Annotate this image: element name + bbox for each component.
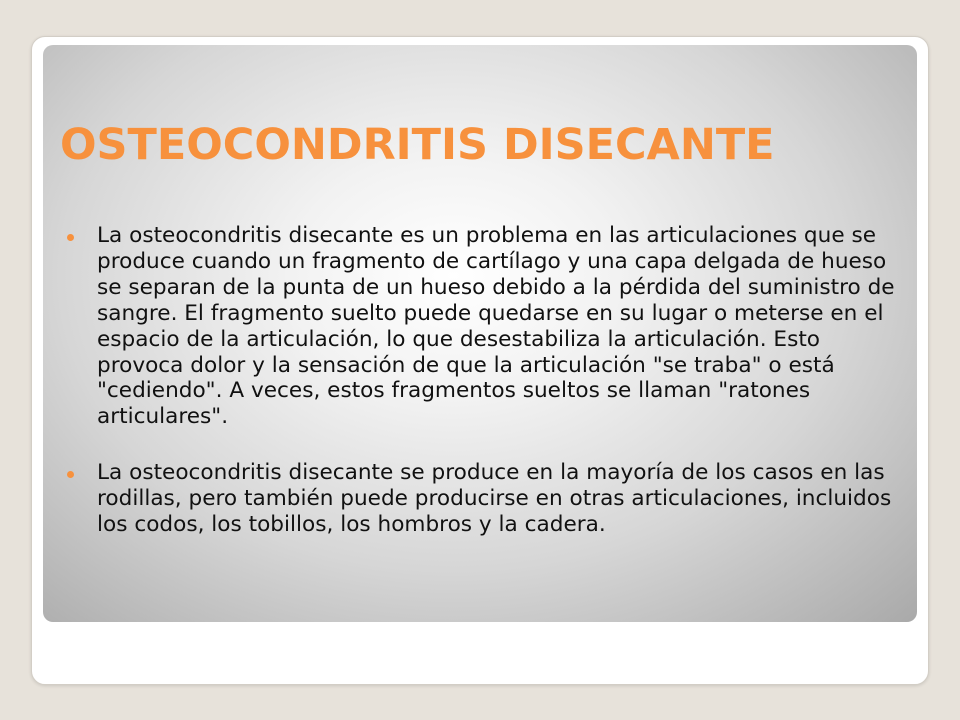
bullet-text: La osteocondritis disecante se produce en la mayoría de los casos en las rodillas, pero también puede producirse en otras articulaciones, incluidos los codos, los tobillos, los hombros y la cadera.: [97, 460, 892, 538]
bullet-dot-icon: [67, 234, 74, 241]
bullet-text: La osteocondritis disecante es un problema en las articulaciones que se produce cuando un fragmento de cartílago y una capa delgada de hueso se separan de la punta de un hueso debido a la pérdida del suministro de sangre. El fragmento suelto puede quedarse en su lugar o meterse en el espacio de la articulación, lo que desestabiliza la articulación. Esto provoca dolor y la sensación de que la articulación "se traba" o está "cediendo". A veces, estos fragmentos sueltos se llaman "ratones articulares".: [97, 223, 895, 430]
list-item: [67, 223, 897, 430]
list-item: [67, 460, 897, 538]
bullet-dot-icon: [67, 471, 74, 478]
bullet-list: [67, 223, 897, 538]
slide-title: OSTEOCONDRITIS DISECANTE: [60, 120, 775, 170]
